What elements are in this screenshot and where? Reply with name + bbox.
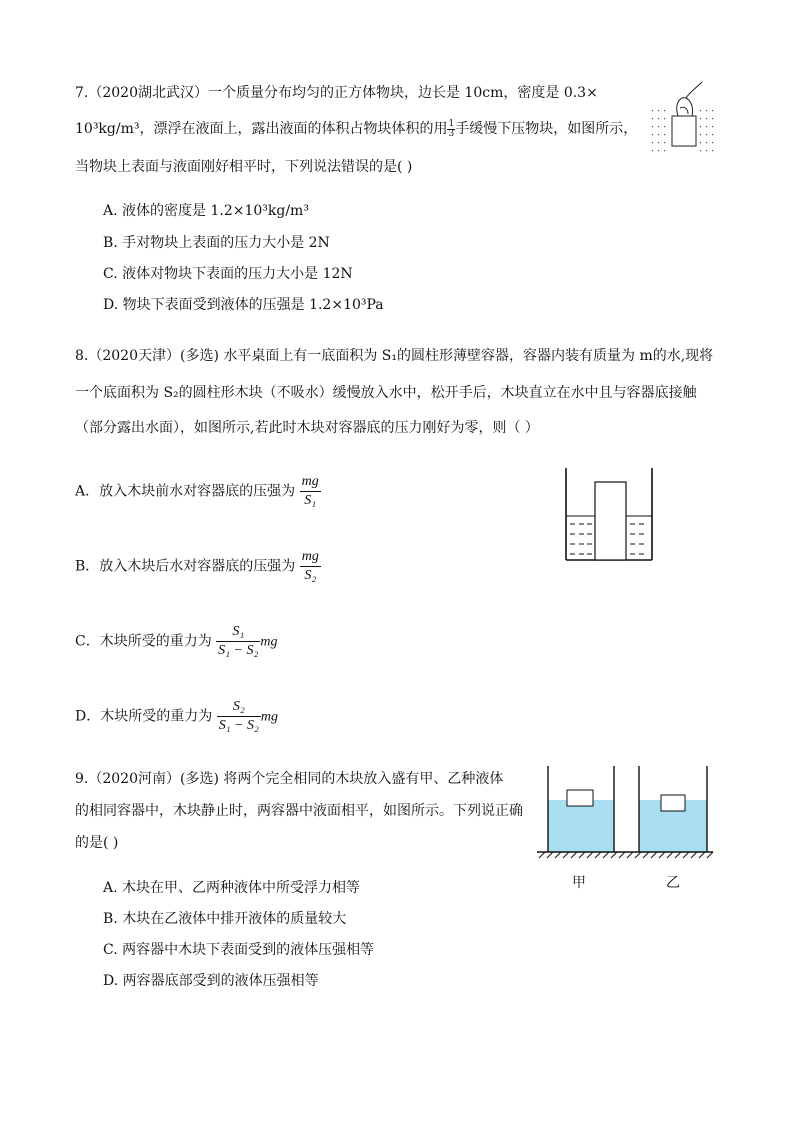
fraction-numerator: mg [300, 550, 321, 567]
q8-option-a-text: A．放入木块前水对容器底的压强为 [75, 483, 296, 500]
q9-figure [535, 764, 715, 864]
q7-line3: 当物块上表面与液面刚好相平时，下列说法错误的是( ) [75, 159, 413, 175]
q8-option-c-fraction [216, 625, 260, 658]
q7-option-a: A. 液体的密度是 1.2×10³kg/m³ [103, 203, 309, 219]
q7-option-b: B. 手对物块上表面的压力大小是 2N [103, 235, 330, 251]
q8-line3: （部分露出水面），如图所示,若此时木块对容器底的压力刚好为零，则（ ） [75, 420, 539, 436]
wooden-block [595, 482, 626, 560]
wooden-block-right [661, 795, 685, 811]
q7-block [672, 116, 696, 146]
q8-line1: 8.（2020天津）(多选) 水平桌面上有一底面积为 S₁的圆柱形薄壁容器，容器内装有质量为 m的水,现将 [75, 348, 714, 364]
hand-icon [677, 82, 702, 116]
fraction-numerator: S₁ [216, 625, 260, 642]
label-jia: 甲 [572, 875, 586, 891]
q8-option-c-tail: mg [260, 634, 278, 650]
q8-option-c-text: C．木块所受的重力为 [75, 633, 212, 650]
q9-line2: 的相同容器中，木块静止时，两容器中液面相平，如图所示。下列说正确 [75, 803, 523, 819]
label-yi: 乙 [666, 875, 680, 891]
fraction-numerator: mg [300, 475, 321, 492]
q9-option-d: D. 两容器底部受到的液体压强相等 [103, 973, 319, 989]
fraction-denominator: S₁ − S₂ [218, 643, 259, 658]
fraction-denominator: S₁ [304, 493, 317, 508]
q7-line2-b: 手缓慢下压物块，如图所示， [455, 121, 638, 137]
q9-option-c: C. 两容器中木块下表面受到的液体压强相等 [103, 942, 375, 958]
q8-figure [562, 464, 658, 564]
fraction-denominator: S₁ − S₂ [218, 718, 259, 733]
q8-line2: 一个底面积为 S₂的圆柱形木块（不吸水）缓慢放入水中，松开手后，木块直立在水中且与容器底接触 [75, 385, 697, 401]
q8-option-a-fraction [300, 475, 321, 508]
ground-hatch [539, 852, 713, 858]
wooden-block-left [567, 790, 593, 806]
q8-option-d-tail: mg [260, 709, 278, 725]
q8-option-b-text: B．放入木块后水对容器底的压强为 [75, 558, 296, 575]
q7-option-c: C. 液体对物块下表面的压力大小是 12N [103, 266, 353, 282]
q9-option-b: B. 木块在乙液体中排开液体的质量较大 [103, 911, 347, 927]
q7-line1: 7.（2020湖北武汉）一个质量分布均匀的正方体物块，边长是 10cm，密度是 0.3× [75, 85, 598, 101]
q9-line3: 的是( ) [75, 835, 119, 851]
q8-option-d-text: D．木块所受的重力为 [75, 708, 213, 725]
q8-option-d [75, 700, 278, 733]
q7-option-d: D. 物块下表面受到液体的压强是 1.2×10³Pa [103, 297, 384, 313]
q7-figure [650, 78, 720, 158]
q9-option-a: A. 木块在甲、乙两种液体中所受浮力相等 [103, 880, 361, 896]
q7-fraction-den: 3 [448, 128, 455, 139]
q8-option-b-fraction [300, 550, 321, 583]
q7-line2-a: 10³kg/m³，漂浮在液面上，露出液面的体积占物块体积的用 [75, 121, 448, 137]
q8-option-b [75, 550, 321, 583]
fraction-denominator: S₂ [304, 568, 317, 583]
fraction-numerator: S₂ [217, 700, 261, 717]
q8-option-c [75, 625, 277, 658]
liquid-left [548, 800, 614, 852]
q8-option-a [75, 475, 321, 508]
q7-line2 [75, 118, 637, 139]
q8-option-d-fraction [217, 700, 261, 733]
q9-line1: 9.（2020河南）(多选) 将两个完全相同的木块放入盛有甲、乙种液体 [75, 771, 504, 787]
q7-fraction-num: 1 [448, 118, 455, 129]
